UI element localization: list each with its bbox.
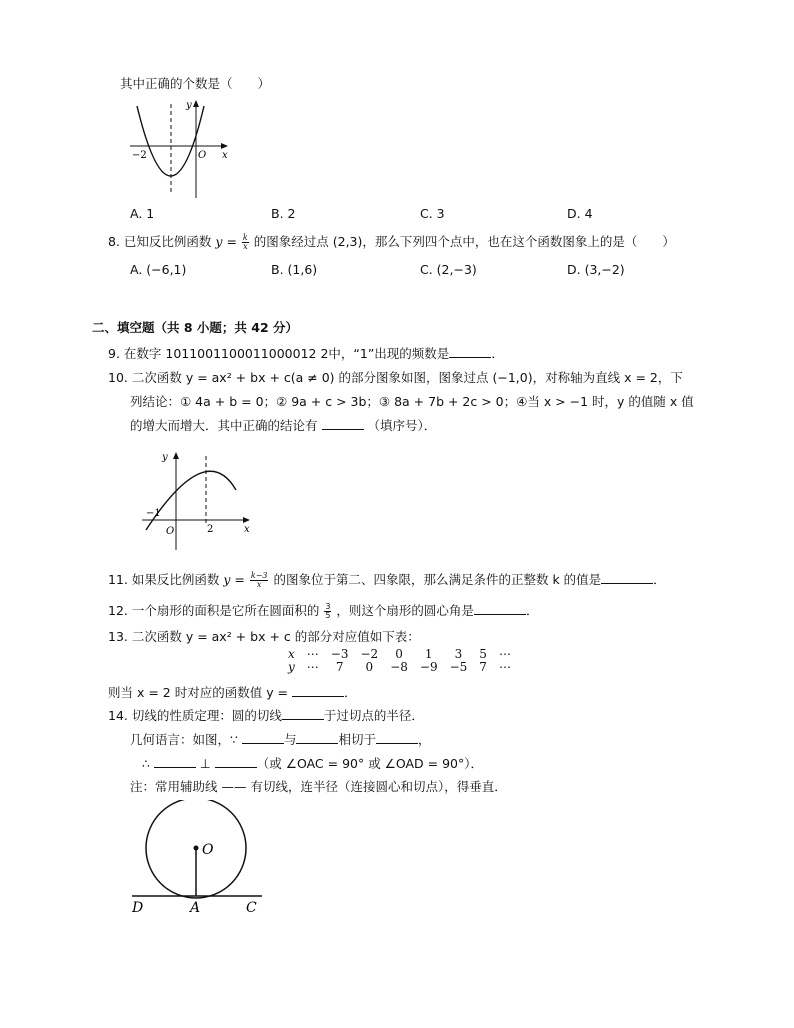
table-cell: ⋯ <box>498 660 511 674</box>
graph-axis-y-label: y <box>162 452 168 463</box>
question-10-graph <box>140 448 256 554</box>
question-14-note: 注：常用辅助线 —— 有切线，连半径（连接圆心和切点），得垂直． <box>130 779 507 794</box>
question-14-line-3 <box>142 755 483 772</box>
table-cell: x <box>288 647 295 661</box>
table-cell: ⋯ <box>498 647 511 661</box>
table-cell: −5 <box>449 660 468 674</box>
question-14-line-1-pre: 14. 切线的性质定理：圆的切线 <box>108 708 282 723</box>
figure-point-a: A <box>190 900 201 916</box>
table-cell: y <box>288 660 295 674</box>
table-cell: 1 <box>424 647 433 661</box>
question-14-figure <box>128 800 268 918</box>
question-8-number: 8. <box>108 234 120 249</box>
question-14-line-1 <box>108 707 424 724</box>
question-11-frac-num: k−3 <box>250 571 268 580</box>
question-10-line-3-text: 的增大而增大．其中正确的结论有 <box>130 418 318 433</box>
question-10-line-2: 列结论：① 4a + b = 0；② 9a + c > 3b；③ 8a + 7b + 2c > 0；④当 x > −1 时，y 的值随 x 值 <box>130 394 694 409</box>
graph-axis-x-label: x <box>222 150 228 161</box>
table-cell: −8 <box>390 660 408 674</box>
question-11-fraction <box>250 572 269 589</box>
question-12-text-pre: 12. 一个扇形的面积是它所在圆面积的 <box>108 603 320 618</box>
question-8-frac-den: x <box>243 242 248 251</box>
question-8-y-eq: y = <box>215 234 237 249</box>
question-8 <box>108 234 675 251</box>
table-cell: −9 <box>419 660 438 674</box>
table-row <box>282 661 517 674</box>
question-10-line-1: 10. 二次函数 y = ax² + bx + c(a ≠ 0) 的部分图象如图，图象过点 (−1,0)，对称轴为直线 x = 2，下 <box>108 370 683 385</box>
question-8-option-d: D. (3,−2) <box>567 262 625 277</box>
question-7-option-c: C. 3 <box>420 206 445 221</box>
table-cell: 7 <box>335 660 344 674</box>
question-14-line-2-a: 几何语言：如图，∵ <box>130 732 238 747</box>
table-cell: 5 <box>479 647 487 661</box>
answer-blank[interactable] <box>215 755 257 768</box>
question-11-text-post: 的图象位于第二、四象限，那么满足条件的正整数 k 的值是 <box>273 572 602 587</box>
question-13-table <box>282 648 517 674</box>
question-12-frac-num: 3 <box>325 602 331 611</box>
question-10-line-3-end: （填序号）． <box>367 418 437 433</box>
question-13-text: 13. 二次函数 y = ax² + bx + c 的部分对应值如下表： <box>108 629 420 644</box>
graph-origin-label: O <box>166 526 175 537</box>
question-12-fraction <box>324 603 331 620</box>
answer-blank[interactable] <box>154 755 196 768</box>
table-cell: ⋯ <box>306 647 319 661</box>
question-7-graph <box>124 96 234 202</box>
table-cell: ⋯ <box>306 660 319 674</box>
question-8-option-c: C. (2,−3) <box>420 262 477 277</box>
question-8-option-b: B. (1,6) <box>271 262 318 277</box>
graph-tick-2: 2 <box>207 524 214 535</box>
question-11-y-eq: y = <box>223 572 245 587</box>
answer-blank[interactable] <box>292 684 344 697</box>
question-8-text-post: 的图象经过点 (2,3)，那么下列四个点中，也在这个函数图象上的是（ ） <box>253 234 675 249</box>
question-14-line-3-c: （或 ∠OAC = 90° 或 ∠OAD = 90°）． <box>256 756 484 771</box>
question-8-fraction <box>242 234 249 251</box>
question-8-frac-num: k <box>242 233 248 242</box>
question-14-line-2-end: ， <box>417 732 431 747</box>
answer-blank[interactable] <box>296 731 338 744</box>
answer-blank[interactable] <box>449 345 491 358</box>
answer-blank[interactable] <box>242 731 284 744</box>
question-11-frac-den: x <box>256 580 262 589</box>
answer-blank[interactable] <box>282 707 324 720</box>
answer-blank[interactable] <box>376 731 418 744</box>
question-8-option-a: A. (−6,1) <box>130 262 187 277</box>
question-11-text-pre: 11. 如果反比例函数 <box>108 572 220 587</box>
question-14-line-3-a: ∴ <box>142 756 150 771</box>
section-2-title: 二、填空题（共 8 小题；共 42 分） <box>92 320 299 335</box>
question-12-frac-den: 5 <box>325 611 331 620</box>
question-14-line-2-b: 与 <box>283 732 297 747</box>
question-12: 12. 一个扇形的面积是它所在圆面积的 $\frac{3}{5}$ ，则这个扇形的圆心角是 ． <box>108 602 539 620</box>
question-13-after-pre: 则当 x = 2 时对应的函数值 y = <box>108 685 289 700</box>
question-7-option-a: A. 1 <box>130 206 155 221</box>
question-10-line-3 <box>130 417 436 434</box>
table-cell: 0 <box>365 660 374 674</box>
question-14-line-1-post: 于过切点的半径． <box>323 708 424 723</box>
figure-center-label: O <box>202 842 214 858</box>
graph-origin-label: O <box>198 150 207 161</box>
table-cell: 7 <box>479 660 487 674</box>
question-14-line-2-c: 相切于 <box>338 732 376 747</box>
table-cell: −2 <box>360 647 379 661</box>
graph-tick-neg1: −1 <box>146 508 161 519</box>
question-14-line-2 <box>130 731 431 748</box>
question-7-option-d: D. 4 <box>567 206 593 221</box>
graph-tick-neg2: −2 <box>132 150 147 161</box>
question-13-after-end: ． <box>344 685 357 700</box>
question-9: 9. 在数字 1011001100011000012 2中，“1”出现的频数是 ． <box>108 346 504 361</box>
graph-axis-x-label: x <box>244 524 250 535</box>
question-14-line-3-b: ⊥ <box>199 756 211 771</box>
question-9-text: 9. 在数字 1011001100011000012 2中，“1”出现的频数是 <box>108 346 450 361</box>
graph-axis-y-label: y <box>186 100 192 111</box>
question-7-prompt: 其中正确的个数是（ ） <box>120 76 271 91</box>
table-cell: 3 <box>454 647 463 661</box>
table-cell: −3 <box>330 647 349 661</box>
figure-point-d: D <box>132 900 144 916</box>
answer-blank[interactable] <box>474 602 526 615</box>
question-12-text-post: ，则这个扇形的圆心角是 <box>336 603 474 618</box>
question-7-option-b: B. 2 <box>271 206 296 221</box>
question-8-text-pre: 已知反比例函数 <box>123 234 212 249</box>
question-13-after <box>108 684 357 701</box>
answer-blank[interactable] <box>601 571 653 584</box>
figure-point-c: C <box>246 900 257 916</box>
table-cell: 0 <box>395 647 403 661</box>
answer-blank[interactable] <box>322 417 364 430</box>
question-11: 11. 如果反比例函数 y = $\frac{k-3}{x}$ 的图象位于第二、四象限，那么满足条件的正整数 k 的值是 ． <box>108 571 666 589</box>
